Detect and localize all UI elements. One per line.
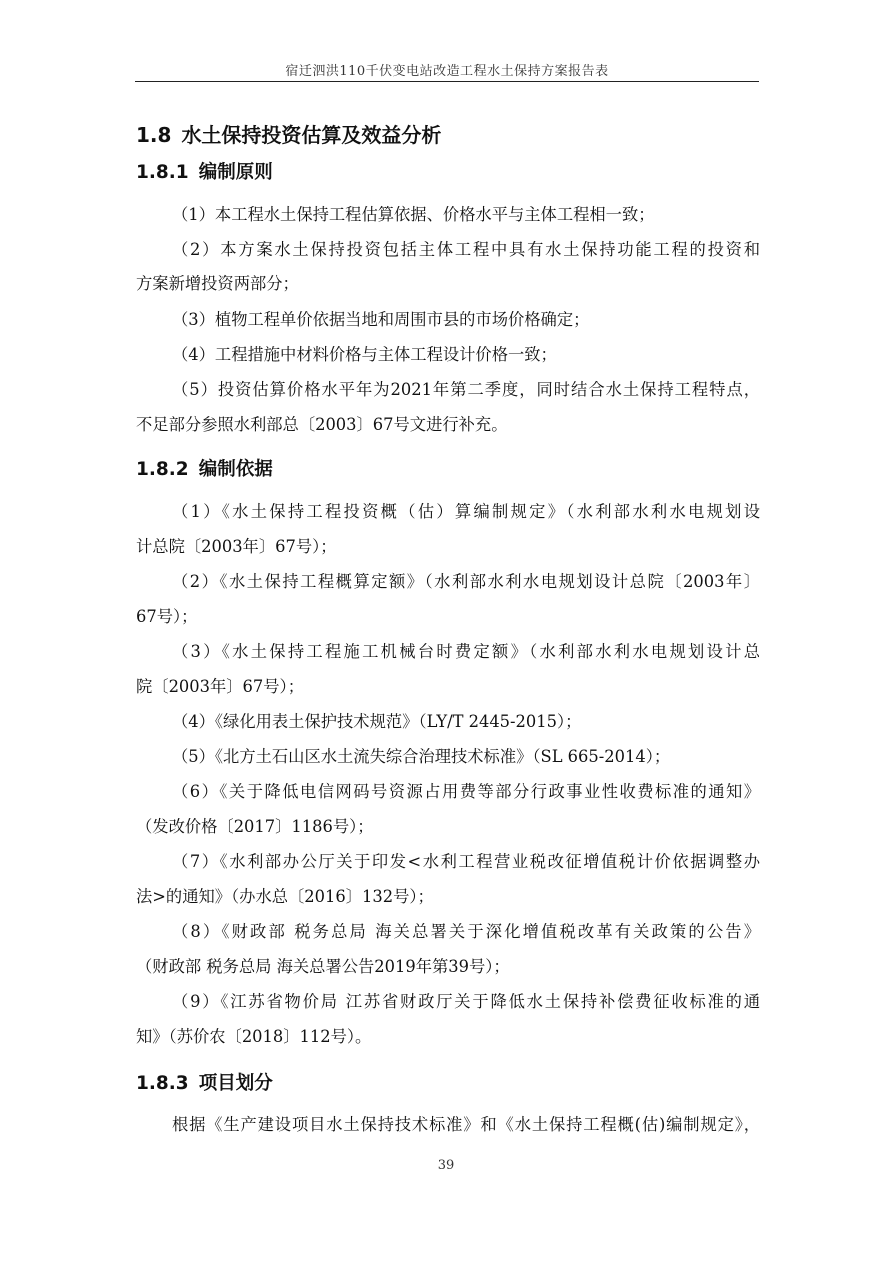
page-number: 39: [437, 1158, 455, 1173]
paragraph-line: 根据《生产建设项目水土保持技术标准》和《水土保持工程概(估)编制规定》，: [172, 1115, 760, 1134]
subsection-title: 编制原则: [198, 162, 273, 183]
paragraph-line: 方案新增投资两部分；: [136, 274, 299, 293]
paragraph-line: 67号）；: [136, 607, 198, 626]
paragraph-line: （5）投资估算价格水平年为2021年第二季度，同时结合水土保持工程特点，: [172, 380, 760, 399]
subsection-title: 项目划分: [198, 1073, 273, 1094]
paragraph-line: （3）植物工程单价依据当地和周围市县的市场价格确定；: [172, 310, 590, 329]
paragraph-line: （6）《关于降低电信网码号资源占用费等部分行政事业性收费标准的通知》: [172, 782, 760, 801]
section-title: 水土保持投资估算及效益分析: [181, 123, 442, 147]
subsection-number: 1.8.3: [136, 1073, 189, 1094]
subsection-heading-1-8-3: [136, 1069, 273, 1095]
paragraph-line: （9）《江苏省物价局 江苏省财政厅关于降低水土保持补偿费征收标准的通: [172, 992, 760, 1011]
paragraph-line: （发改价格〔2017〕1186号）；: [136, 817, 374, 836]
section-number: 1.8: [136, 123, 172, 147]
paragraph-line: （4）工程措施中材料价格与主体工程设计价格一致；: [172, 345, 557, 364]
subsection-heading-1-8-2: [136, 455, 273, 481]
section-heading: [136, 119, 441, 148]
paragraph-line: （5）《北方土石山区水土流失综合治理技术标准》（SL 665-2014）；: [172, 747, 671, 766]
subsection-number: 1.8.1: [136, 162, 189, 183]
subsection-heading-1-8-1: [136, 158, 273, 184]
header-rule: [135, 81, 759, 82]
paragraph-line: （1）本工程水土保持工程估算依据、价格水平与主体工程相一致；: [172, 205, 655, 224]
paragraph-line: （2）本方案水土保持投资包括主体工程中具有水土保持功能工程的投资和: [172, 240, 760, 259]
paragraph-line: （7）《水利部办公厅关于印发<水利工程营业税改征增值税计价依据调整办: [172, 852, 760, 871]
paragraph-line: （2）《水土保持工程概算定额》（水利部水利水电规划设计总院〔2003年〕: [172, 572, 760, 591]
paragraph-line: 院〔2003年〕67号）；: [136, 677, 304, 696]
paragraph-line: （4）《绿化用表土保护技术规范》（LY/T 2445-2015）；: [172, 712, 582, 731]
subsection-number: 1.8.2: [136, 459, 189, 480]
paragraph-line: （1）《水土保持工程投资概（估）算编制规定》（水利部水利水电规划设: [172, 502, 760, 521]
paragraph-line: 计总院〔2003年〕67号）；: [136, 537, 337, 556]
paragraph-line: 知》（苏价农〔2018〕112号）。: [136, 1027, 372, 1046]
paragraph-line: （8）《财政部 税务总局 海关总署关于深化增值税改革有关政策的公告》: [172, 922, 760, 941]
paragraph-line: （3）《水土保持工程施工机械台时费定额》（水利部水利水电规划设计总: [172, 642, 760, 661]
paragraph-line: 不足部分参照水利部总〔2003〕67号文进行补充。: [136, 415, 508, 434]
paragraph-line: （财政部 税务总局 海关总署公告2019年第39号）；: [136, 957, 510, 976]
running-header: 宿迁泗洪110千伏变电站改造工程水土保持方案报告表: [285, 64, 609, 79]
subsection-title: 编制依据: [198, 459, 273, 480]
paragraph-line: 法>的通知》（办水总〔2016〕132号）；: [136, 887, 434, 906]
